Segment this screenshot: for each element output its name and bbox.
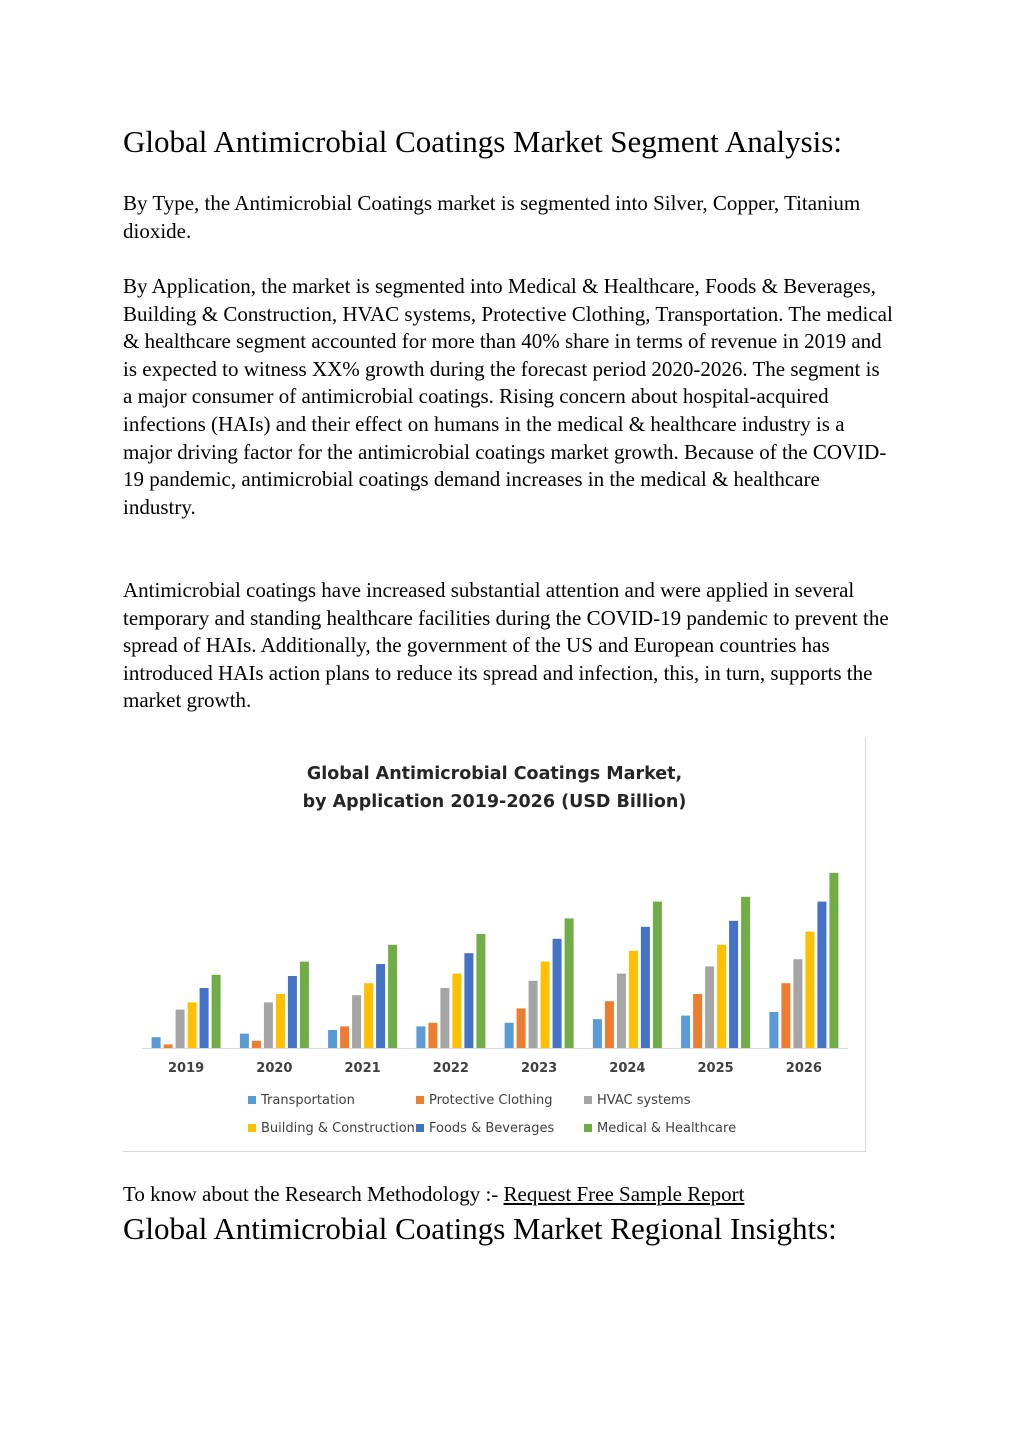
bar-medical-healthcare-2022 <box>476 934 485 1048</box>
bar-protective-clothing-2020 <box>252 1041 261 1048</box>
legend-label: Transportation <box>261 1093 355 1108</box>
bar-building-construction-2026 <box>805 932 814 1048</box>
legend-swatch <box>416 1096 424 1104</box>
legend-swatch <box>584 1124 592 1132</box>
bar-hvac-systems-2023 <box>529 981 538 1048</box>
bar-medical-healthcare-2020 <box>300 962 309 1048</box>
legend-swatch <box>248 1096 256 1104</box>
bar-building-construction-2022 <box>452 974 461 1048</box>
covid-impact-paragraph: Antimicrobial coatings have increased substantial attention and were applied in several temporary and standing healthcare facilities during the COVID-19 pandemic to prevent the spread of HAIs. Additionally, the government of the US and European countries has introduced HAIs action plans to reduce its spread and infection, this, in turn, supports the market growth. <box>123 578 889 713</box>
bar-medical-healthcare-2019 <box>212 975 221 1048</box>
legend-item-protective-clothing <box>416 1093 552 1108</box>
bar-hvac-systems-2024 <box>617 974 626 1048</box>
bar-foods-beverages-2026 <box>817 902 826 1048</box>
bar-medical-healthcare-2023 <box>565 918 574 1048</box>
legend-label: Protective Clothing <box>429 1093 553 1108</box>
section-heading: Global Antimicrobial Coatings Market Segment Analysis: <box>123 124 842 159</box>
bar-transportation-2024 <box>593 1019 602 1048</box>
x-tick-label-2020: 2020 <box>256 1061 293 1076</box>
bar-building-construction-2024 <box>629 951 638 1048</box>
legend-label: HVAC systems <box>597 1093 691 1108</box>
legend-item-hvac-systems <box>584 1093 690 1108</box>
legend-item-medical-healthcare <box>584 1121 736 1136</box>
bar-foods-beverages-2025 <box>729 921 738 1048</box>
bar-foods-beverages-2022 <box>464 953 473 1048</box>
bar-foods-beverages-2024 <box>641 927 650 1048</box>
bar-building-construction-2019 <box>188 1002 197 1048</box>
bar-building-construction-2021 <box>364 983 373 1048</box>
bar-transportation-2020 <box>240 1034 249 1048</box>
bar-protective-clothing-2023 <box>517 1008 526 1048</box>
bar-hvac-systems-2022 <box>440 988 449 1048</box>
bar-foods-beverages-2021 <box>376 964 385 1048</box>
bar-transportation-2025 <box>681 1016 690 1048</box>
type-segment-paragraph: By Type, the Antimicrobial Coatings market is segmented into Silver, Copper, Titanium dioxide. <box>123 191 861 243</box>
bar-medical-healthcare-2025 <box>741 897 750 1048</box>
bar-transportation-2021 <box>328 1030 337 1048</box>
bar-building-construction-2023 <box>541 962 550 1048</box>
bar-protective-clothing-2022 <box>428 1023 437 1048</box>
bar-transportation-2026 <box>769 1012 778 1048</box>
bar-protective-clothing-2019 <box>164 1044 173 1048</box>
methodology-text: To know about the Research Methodology :- <box>123 1182 504 1206</box>
bar-transportation-2023 <box>505 1023 514 1048</box>
bar-hvac-systems-2019 <box>176 1010 185 1048</box>
bar-hvac-systems-2021 <box>352 995 361 1048</box>
legend-label: Foods & Beverages <box>429 1121 555 1136</box>
bar-medical-healthcare-2024 <box>653 902 662 1048</box>
bar-foods-beverages-2019 <box>200 988 209 1048</box>
legend-swatch <box>416 1124 424 1132</box>
bar-building-construction-2025 <box>717 945 726 1048</box>
legend-swatch <box>584 1096 592 1104</box>
chart-title-line-1: Global Antimicrobial Coatings Market, <box>306 764 683 784</box>
bar-hvac-systems-2026 <box>793 959 802 1048</box>
x-tick-label-2019: 2019 <box>168 1061 205 1076</box>
x-tick-label-2022: 2022 <box>432 1061 469 1076</box>
legend-label: Medical & Healthcare <box>597 1121 737 1136</box>
application-segment-paragraph: By Application, the market is segmented into Medical & Healthcare, Foods & Beverages, Building & Construction, HVAC systems, Protective Clothing, Transportation. The medical & healthcare segment accounted for more than 40% share in terms of revenue in 2019 and is expected to witness XX% growth during the forecast period 2020-2026. The segment is a major consumer of antimicrobial coatings. Rising concern about hospital-acquired infections (HAIs) and their effect on humans in the medical & healthcare industry is a major driving factor for the antimicrobial coatings market growth. Because of the COVID-19 pandemic, antimicrobial coatings demand increases in the medical & healthcare industry. <box>123 274 893 519</box>
request-sample-link[interactable]: Request Free Sample Report <box>503 1182 745 1206</box>
bar-protective-clothing-2024 <box>605 1001 614 1048</box>
bar-protective-clothing-2021 <box>340 1026 349 1048</box>
bar-foods-beverages-2023 <box>553 939 562 1048</box>
x-tick-label-2024: 2024 <box>609 1061 646 1076</box>
legend-item-transportation <box>248 1093 355 1108</box>
x-tick-label-2025: 2025 <box>697 1061 734 1076</box>
bar-medical-healthcare-2021 <box>388 945 397 1048</box>
bar-protective-clothing-2025 <box>693 994 702 1048</box>
legend-item-building-construction <box>248 1121 415 1136</box>
legend-label: Building & Construction <box>261 1121 415 1136</box>
chart-title-line-2: by Application 2019-2026 (USD Billion) <box>302 792 687 812</box>
bar-protective-clothing-2026 <box>781 983 790 1048</box>
bar-transportation-2022 <box>416 1026 425 1048</box>
x-tick-label-2026: 2026 <box>785 1061 822 1076</box>
bar-hvac-systems-2025 <box>705 966 714 1048</box>
x-tick-label-2023: 2023 <box>521 1061 558 1076</box>
bar-hvac-systems-2020 <box>264 1002 273 1048</box>
regional-heading: Global Antimicrobial Coatings Market Regional Insights: <box>123 1211 837 1246</box>
legend-swatch <box>248 1124 256 1132</box>
bar-transportation-2019 <box>152 1037 161 1048</box>
bar-building-construction-2020 <box>276 994 285 1048</box>
x-tick-label-2021: 2021 <box>344 1061 381 1076</box>
bar-foods-beverages-2020 <box>288 976 297 1048</box>
legend-item-foods-beverages <box>416 1121 554 1136</box>
bar-medical-healthcare-2026 <box>829 873 838 1048</box>
methodology-line <box>123 1180 744 1208</box>
